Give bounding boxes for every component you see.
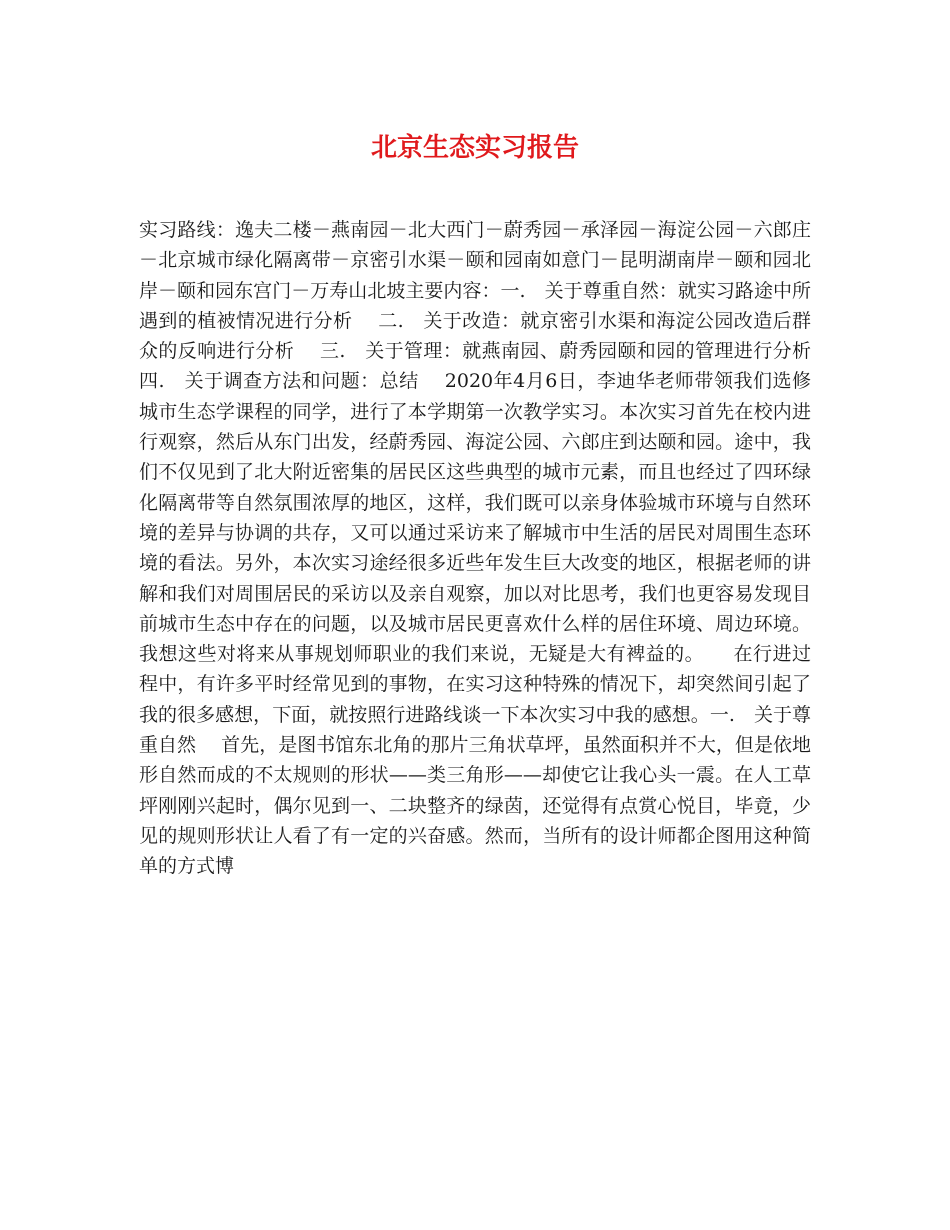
body-paragraph: 实习路线：逸夫二楼－燕南园－北大西门－蔚秀园－承泽园－海淀公园－六郎庄－北京城市绿化隔离带－京密引水渠－颐和园南如意门－昆明湖南岸－颐和园北岸－颐和园东宫门－万寿山北坡主要内容：一. 关于尊重自然：就实习路途中所遇到的植被情况进行分析 二. 关于改造：就京密引水渠和海淀公园改造后群众的反响进行分析 三. 关于管理：就燕南园、蔚秀园颐和园的管理进行分析 四. 关于调查方法和问题：总结 2020年4月6日，李迪华老师带领我们选修城市生态学课程的同学，进行了本学期第一次教学实习。本次实习首先在校内进行观察，然后从东门出发，经蔚秀园、海淀公园、六郎庄到达颐和园。途中，我们不仅见到了北大附近密集的居民区这些典型的城市元素，而且也经过了四环绿化隔离带等自然氛围浓厚的地区，这样，我们既可以亲身体验城市环境与自然环境的差异与协调的共存，又可以通过采访来了解城市中生活的居民对周围生态环境的看法。另外，本次实习途经很多近些年发生巨大改变的地区，根据老师的讲解和我们对周围居民的采访以及亲自观察，加以对比思考，我们也更容易发现目前城市生态中存在的问题，以及城市居民更喜欢什么样的居住环境、周边环境。我想这些对将来从事规划师职业的我们来说，无疑是大有裨益的。 在行进过程中，有许多平时经常见到的事物，在实习这种特殊的情况下，却突然间引起了我的很多感想，下面，就按照行进路线谈一下本次实习中我的感想。一. 关于尊重自然 首先，是图书馆东北角的那片三角状草坪，虽然面积并不大，但是依地形自然而成的不太规则的形状——类三角形——却使它让我心头一震。在人工草坪刚刚兴起时，偶尔见到一、二块整齐的绿茵，还觉得有点赏心悦目，毕竟，少见的规则形状让人看了有一定的兴奋感。然而，当所有的设计师都企图用这种简单的方式博 <box>139 219 837 878</box>
page-title: 北京生态实习报告 <box>370 133 579 163</box>
